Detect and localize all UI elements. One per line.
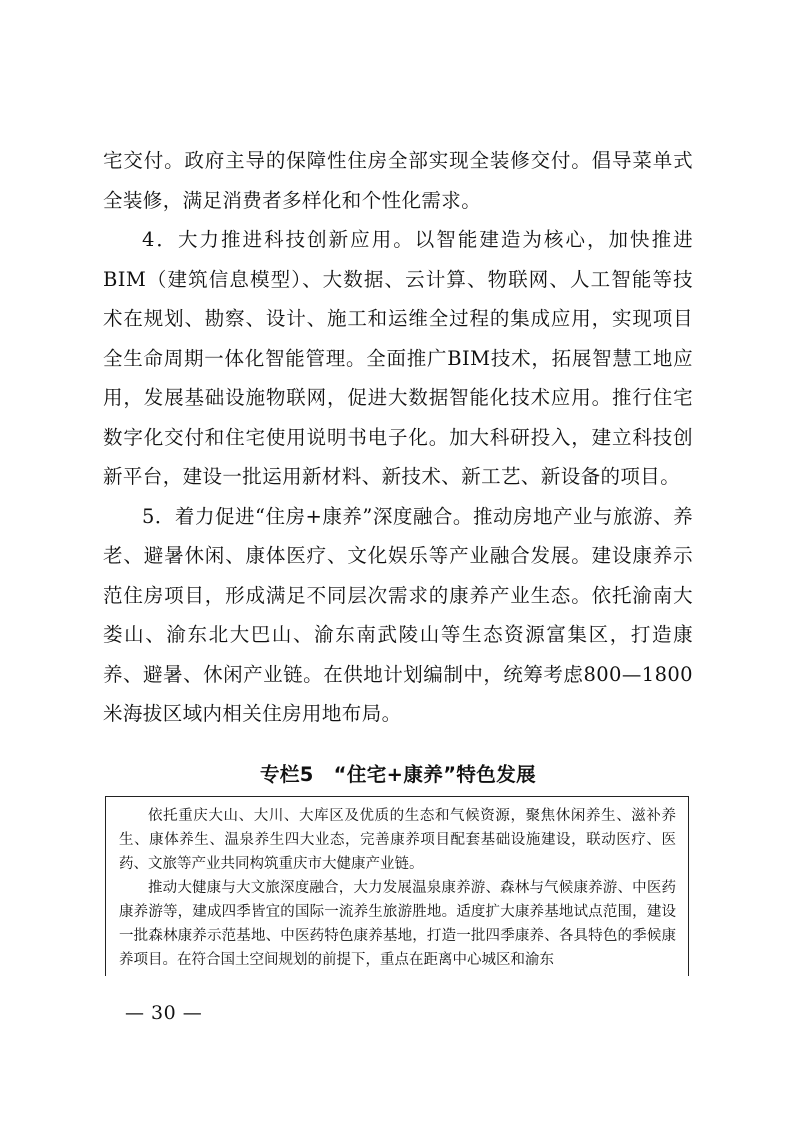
page-number: — 30 — (125, 1002, 203, 1024)
box-paragraph-1: 依托重庆大山、大川、大库区及优质的生态和气候资源，聚焦休闲养生、滋补养生、康体养生、温泉养生四大业态，完善康养项目配套基础设施建设，联动医疗、医药、文旅等产业共同构筑重庆市大健康产业链。 (119, 808, 676, 872)
body-paragraph-3: 5．着力促进“住房+康养”深度融合。推动房地产业与旅游、养老、避暑休闲、康体医疗、文化娱乐等产业融合发展。建设康养示范住房项目，形成满足不同层次需求的康养产业生态。依托渝南大娄山、渝东北大巴山、渝东南武陵山等生态资源富集区，打造康养、避暑、休闲产业链。在供地计划编制中，统筹考虑800—1800米海拔区域内相关住房用地布局。 (103, 504, 693, 725)
body-paragraph-1: 宅交付。政府主导的保障性住房全部实现全装修交付。倡导菜单式全装修，满足消费者多样化和个性化需求。 (103, 149, 693, 212)
box-paragraph-2: 推动大健康与大文旅深度融合，大力发展温泉康养游、森林与气候康养游、中医药康养游等，建成四季皆宜的国际一流养生旅游胜地。适度扩大康养基地试点范围，建设一批森林康养示范基地、中医药特色康养基地，打造一批四季康养、各具特色的季候康养项目。在符合国土空间规划的前提下，重点在距离中心城区和渝东 (119, 880, 676, 968)
body-paragraph-2: 4．大力推进科技创新应用。以智能建造为核心，加快推进BIM（建筑信息模型）、大数据、云计算、物联网、人工智能等技术在规划、勘察、设计、施工和运维全过程的集成应用，实现项目全生命周期一体化智能管理。全面推广BIM技术，拓展智慧工地应用，发展基础设施物联网，促进大数据智能化技术应用。推行住宅数字化交付和住宅使用说明书电子化。加大科研投入，建立科技创新平台，建设一批运用新材料、新技术、新工艺、新设备的项目。 (103, 228, 693, 488)
feature-box (105, 796, 689, 976)
main-text-body (103, 141, 693, 734)
box-title: 专栏5 “住宅+康养”特色发展 (259, 763, 537, 786)
